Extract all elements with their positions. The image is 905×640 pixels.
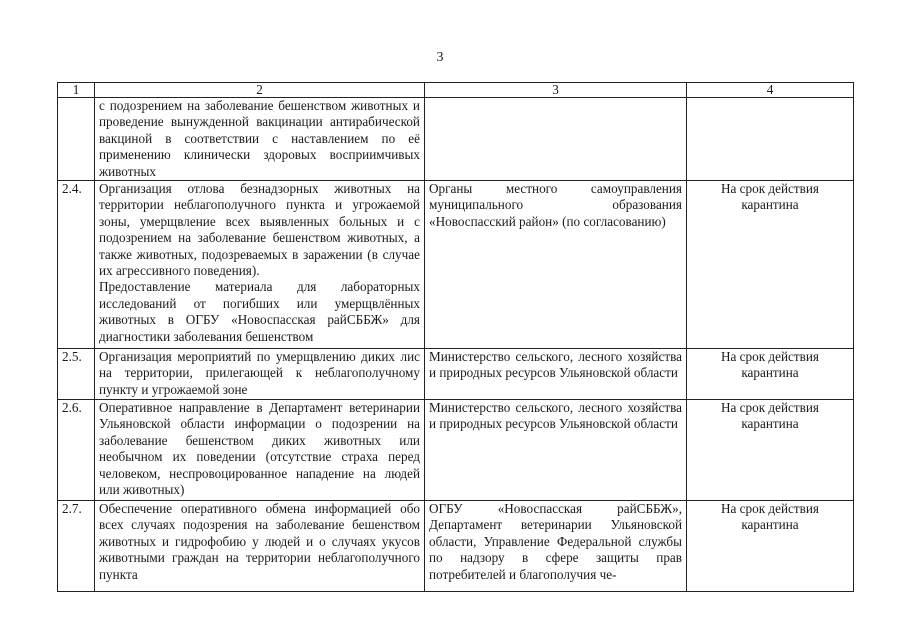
measure-cell: Обеспечение оперативного обмена информацией обо всех случаях подозрения на заболевание бешенством животных и гидрофобию у людей и о случаях укусов животными граждан на территории неблагополучного пункта	[95, 501, 425, 592]
measure-cell: с подозрением на заболевание бешенством животных и проведение вынужденной вакцинации антирабической вакциной в соответствии с наставлением по её применению клинически здоровых восприимчивых животных	[95, 98, 425, 181]
row-number: 2.5.	[58, 349, 95, 400]
measure-extra-text: Предоставление материала для лабораторных исследований от погибших или умерщвлённых животных в ОГБУ «Новоспасская райСББЖ» для диагностики заболевания бешенством	[99, 279, 420, 344]
deadline-cell: На срок действия карантина	[687, 501, 854, 592]
deadline-cell: На срок действия карантина	[687, 400, 854, 501]
measure-cell: Организация мероприятий по умерщвлению диких лис на территории, прилегающей к неблагополучному пункту и угрожаемой зоне	[95, 349, 425, 400]
column-header-1: 1	[58, 83, 95, 98]
measure-cell	[95, 181, 425, 349]
responsible-cell: ОГБУ «Новоспасская райСББЖ», Департамент ветеринарии Ульяновской области, Управление Федеральной службы по надзору в сфере защиты прав потребителей и благополучия че-	[425, 501, 687, 592]
measure-cell: Оперативное направление в Департамент ветеринарии Ульяновской области информации о подозрении на заболевание бешенством диких животных или необычном их поведении (отсутствие страха перед человеком, неспровоцированное нападение на людей или животных)	[95, 400, 425, 501]
deadline-cell	[687, 98, 854, 181]
measure-text: Организация отлова безнадзорных животных на территории неблагополучного пункта и угрожаемой зоны, умерщвление всех выявленных больных и с подозрением на заболевание бешенством животных, а также животных, подозреваемых в заражении (в случае их агрессивного поведения).	[99, 181, 420, 279]
table-row	[58, 181, 854, 349]
row-number: 2.6.	[58, 400, 95, 501]
table-row	[58, 501, 854, 592]
deadline-cell: На срок действия карантина	[687, 349, 854, 400]
responsible-cell: Органы местного самоуправления муниципального образования «Новоспасский район» (по согласованию)	[425, 181, 687, 349]
deadline-cell: На срок действия карантина	[687, 181, 854, 349]
responsible-cell: Министерство сельского, лесного хозяйства и природных ресурсов Ульяновской области	[425, 349, 687, 400]
table-row	[58, 349, 854, 400]
table-row	[58, 98, 854, 181]
page-number: 3	[436, 50, 444, 65]
column-header-3: 3	[425, 83, 687, 98]
column-header-4: 4	[687, 83, 854, 98]
table-header-row	[58, 83, 854, 98]
table-row	[58, 400, 854, 501]
row-number: 2.7.	[58, 501, 95, 592]
column-header-2: 2	[95, 83, 425, 98]
responsible-cell: Министерство сельского, лесного хозяйства и природных ресурсов Ульяновской области	[425, 400, 687, 501]
row-number	[58, 98, 95, 181]
responsible-cell	[425, 98, 687, 181]
measures-table	[57, 82, 854, 592]
row-number: 2.4.	[58, 181, 95, 349]
